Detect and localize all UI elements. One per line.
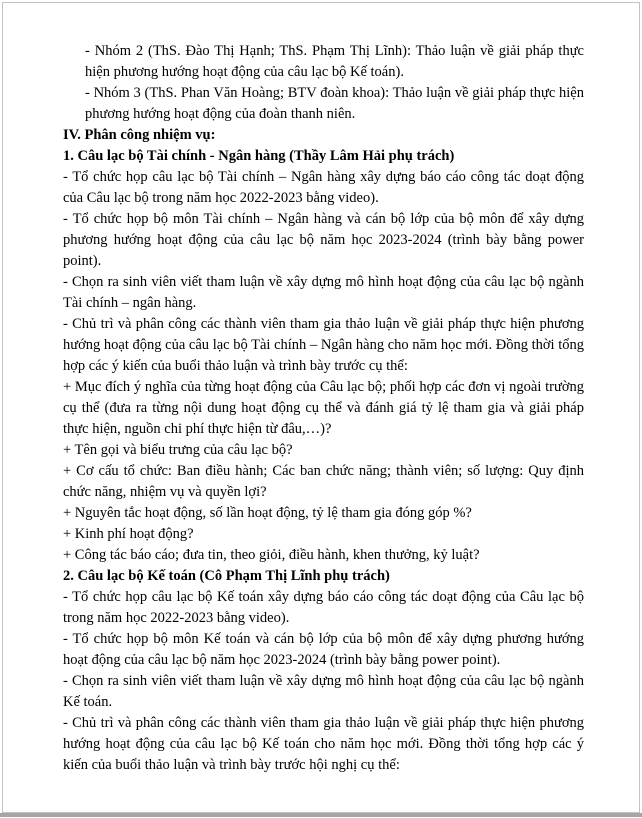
- paragraph: - Chủ trì và phân công các thành viên tham gia thảo luận về giải pháp thực hiện phương hướng hoạt động của câu lạc bộ Tài chính – Ngân hàng cho năm học mới. Đồng thời tổng hợp các ý kiến của buổi thảo luận và trình bày trước cụ thể:: [63, 316, 584, 374]
- paragraph: + Tên gọi và biểu trưng của câu lạc bộ?: [63, 442, 293, 458]
- section-heading: 1. Câu lạc bộ Tài chính - Ngân hàng (Thầy Lâm Hải phụ trách): [63, 148, 455, 164]
- section-heading: IV. Phân công nhiệm vụ:: [63, 127, 216, 143]
- paragraph: - Tổ chức họp bộ môn Tài chính – Ngân hàng và cán bộ lớp của bộ môn để xây dựng phương hướng hoạt động của câu lạc bộ năm học 2023-2024 (trình bày bằng power point).: [63, 211, 584, 269]
- paragraph: + Kinh phí hoạt động?: [63, 526, 194, 542]
- paragraph: - Nhóm 2 (ThS. Đào Thị Hạnh; ThS. Phạm Thị Lĩnh): Thảo luận về giải pháp thực hiện phương hướng hoạt động của câu lạc bộ Kế toán).: [85, 43, 584, 80]
- document-body: [63, 41, 584, 776]
- paragraph: - Nhóm 3 (ThS. Phan Văn Hoàng; BTV đoàn khoa): Thảo luận về giải pháp thực hiện phương hướng hoạt động của đoàn thanh niên.: [85, 85, 584, 122]
- paragraph: - Tổ chức họp bộ môn Kế toán và cán bộ lớp của bộ môn để xây dựng phương hướng hoạt động của câu lạc bộ năm học 2023-2024 (trình bày bằng power point).: [63, 631, 584, 668]
- paragraph: + Cơ cấu tổ chức: Ban điều hành; Các ban chức năng; thành viên; số lượng: Quy định chức năng, nhiệm vụ và quyền lợi?: [63, 463, 584, 500]
- paragraph: + Nguyên tắc hoạt động, số lần hoạt động, tỷ lệ tham gia đóng góp %?: [63, 505, 472, 521]
- page-bottom-edge: [0, 813, 642, 817]
- paragraph: - Tổ chức họp câu lạc bộ Tài chính – Ngân hàng xây dựng báo cáo công tác doạt động của Câu lạc bộ trong năm học 2022-2023 bằng video).: [63, 169, 584, 206]
- paragraph: + Mục đích ý nghĩa của từng hoạt động của Câu lạc bộ; phối hợp các đơn vị ngoài trường cụ thể (đưa ra từng nội dung hoạt động cụ thể và đánh giá tỷ lệ tham gia và giải pháp thực hiện, nguồn chi phí thực hiện từ đâu,…)?: [63, 379, 584, 437]
- paragraph: - Chọn ra sinh viên viết tham luận về xây dựng mô hình hoạt động của câu lạc bộ ngành Tài chính – ngân hàng.: [63, 274, 584, 311]
- paragraph: - Chủ trì và phân công các thành viên tham gia thảo luận về giải pháp thực hiện phương hướng hoạt động của câu lạc bộ Kế toán cho năm học mới. Đồng thời tổng hợp các ý kiến của buổi thảo luận và trình bày trước hội nghị cụ thể:: [63, 715, 584, 773]
- section-heading: 2. Câu lạc bộ Kế toán (Cô Phạm Thị Lĩnh phụ trách): [63, 568, 390, 584]
- paragraph: + Công tác báo cáo; đưa tin, theo giỏi, điều hành, khen thưởng, kỷ luật?: [63, 547, 480, 563]
- paragraph: - Chọn ra sinh viên viết tham luận về xây dựng mô hình hoạt động của câu lạc bộ ngành Kế toán.: [63, 673, 584, 710]
- paragraph: - Tổ chức họp câu lạc bộ Kế toán xây dựng báo cáo công tác doạt động của Câu lạc bộ trong năm học 2022-2023 bằng video).: [63, 589, 584, 626]
- document-page: [2, 2, 640, 813]
